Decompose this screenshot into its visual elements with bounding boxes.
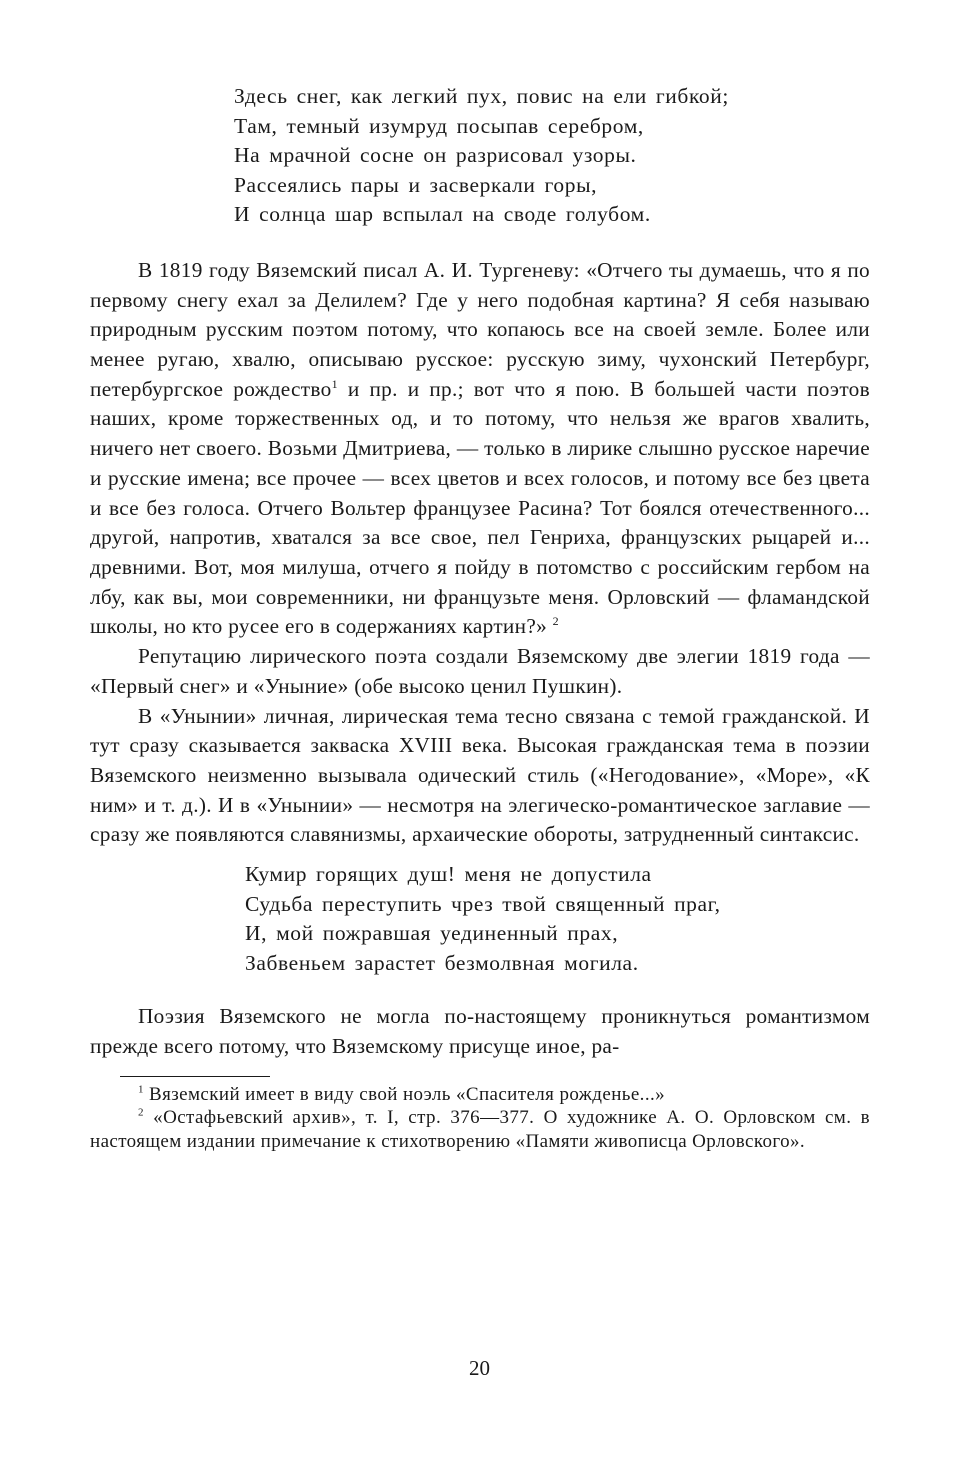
footnote-mark: 1 [138, 1083, 144, 1096]
footnote-ref-1[interactable]: 1 [331, 376, 338, 391]
verse-line: Кумир горящих душ! меня не допустила [245, 862, 652, 887]
verse-line: Судьба переступить чрез твой священный праг, [245, 891, 721, 916]
verse-line: И, мой пожравшая уединенный прах, [245, 921, 619, 946]
verse-line: Здесь снег, как легкий пух, повис на ели гибкой; [234, 84, 729, 108]
verse-quote-first-snow [234, 82, 870, 230]
footnotes [90, 1083, 870, 1154]
footnote-2 [90, 1106, 870, 1153]
verse-line: И солнца шар вспылал на своде голубом. [234, 202, 651, 227]
verse-line: На мрачной сосне он разрисовал узоры. [234, 143, 637, 168]
paragraph: В «Унынии» личная, лирическая тема тесно связана с темой гражданской. И тут сразу сказывается закваска XVIII века. Высокая гражданская тема в поэзии Вяземского неизменно вызывала одический стиль («Негодование», «Море», «К ним» и т. д.). И в «Унынии» — несмотря на элегическо-романтическое заглавие — сразу же появляются славянизмы, архаические обороты, затрудненный синтаксис. [90, 703, 870, 847]
footnote-ref-2[interactable]: 2 [552, 614, 559, 629]
verse-line: Рассеялись пары и засверкали горы, [234, 172, 598, 197]
paragraph [90, 256, 870, 642]
paragraph-text: В 1819 году Вяземский писал А. И. Тургеневу: «Отчего ты думаешь, что я по первому снегу ехал за Делилем? Где у него подобная картина? Я себя называю природным русским поэтом потому, что копаюсь все на своей земле. Более или менее ругаю, хвалю, описываю русское: русскую зиму, чухонский Петербург, петербургское рождество [90, 257, 870, 401]
body-text-letter-quote [90, 256, 870, 850]
verse-line: Забвеньем зарастет безмолвная могила. [245, 950, 639, 975]
page-number: 20 [469, 1356, 490, 1380]
footnote-mark: 2 [138, 1106, 144, 1119]
footnote-divider [120, 1076, 270, 1077]
footnote-text: «Остафьевский архив», т. I, стр. 376—377. О художнике А. О. Орловском см. в настоящем издании примечание к стихотворению «Памяти живописца Орловского». [90, 1107, 870, 1152]
verse-line: Там, темный изумруд посыпав серебром, [234, 113, 644, 138]
paragraph: Репутацию лирического поэта создали Вяземскому две элегии 1819 года — «Первый снег» и «Уныние» (обе высоко ценил Пушкин). [90, 644, 870, 698]
verse-quote-despondency [245, 860, 870, 978]
paragraph: Поэзия Вяземского не могла по-настоящему проникнуться романтизмом прежде всего потому, что Вяземскому присуще иное, ра- [90, 1004, 870, 1059]
body-text-continuation [90, 1002, 870, 1061]
book-page [90, 82, 870, 1153]
footnote-1 [90, 1083, 870, 1107]
footnote-text: Вяземский имеет в виду свой ноэль «Спасителя рожденье...» [143, 1083, 666, 1105]
paragraph-text: и пр. и пр.; вот что я пою. В большей части поэтов наших, кроме торжественных од, и то потому, что нельзя же врагов хвалить, ничего нет своего. Возьми Дмитриева, — только в лирике слышно русское наречие и русские имена; все прочее — всех цветов и всех голосов, и потому все без цвета и все без голоса. Отчего Вольтер французее Расина? Тот боялся отечественного... другой, напротив, хватался за все свое, пел Генриха, французских рыцарей и... древними. Вот, моя милуша, отчего я пойду в потомство с российским гербом на лбу, как вы, мои современники, ни французьте меня. Орловский — фламандской школы, но кто русее его в содержаниях картин?» [90, 376, 870, 639]
